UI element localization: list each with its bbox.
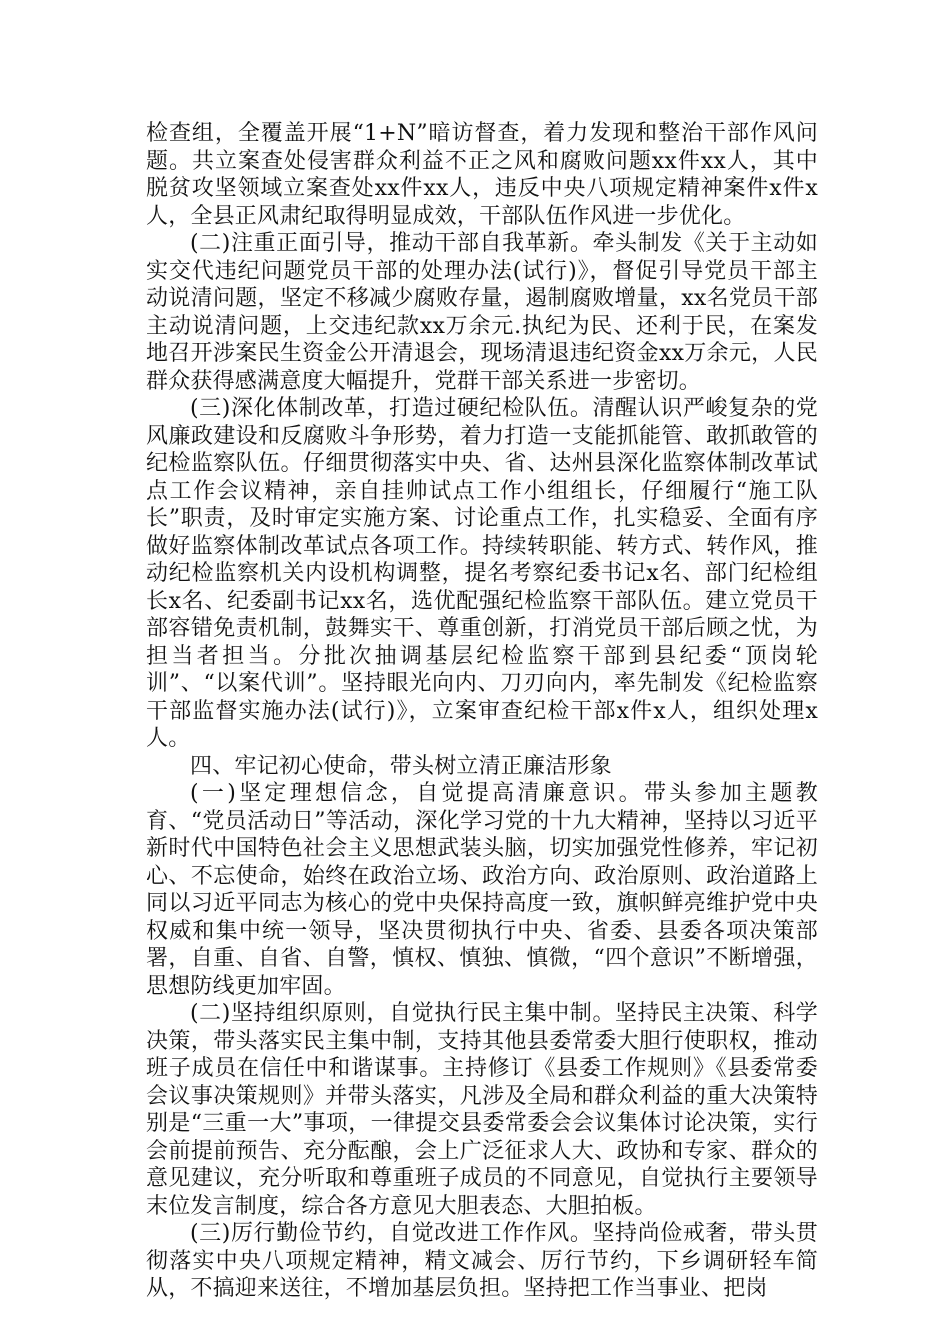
paragraph-positive-guidance: (二)注重正面引导，推动干部自我革新。牵头制发《关于主动如实交代违纪问题党员干部的处理办法(试行)》，督促引导党员干部主动说清问题，坚定不移减少腐败存量，遏制腐败增量，xx名党员干部主动说清问题，上交违纪款xx万余元.执纪为民、还利于民，在案发地召开涉案民生资金公开清退会，现场清退违纪资金xx万余元，人民群众获得感满意度大幅提升，党群干部关系进一步密切。 — [146, 231, 818, 394]
paragraph-continuation: 检查组，全覆盖开展“1+N”暗访督查，着力发现和整治干部作风问题。共立案查处侵害群众利益不正之风和腐败问题xx件xx人，其中脱贫攻坚领域立案查处xx件xx人，违反中央八项规定精神案件x件x人，全县正风肃纪取得明显成效，干部队伍作风进一步优化。 — [146, 121, 818, 229]
paragraph-system-reform: (三)深化体制改革，打造过硬纪检队伍。清醒认识严峻复杂的党风廉政建设和反腐败斗争形势，着力打造一支能抓能管、敢抓敢管的纪检监察队伍。仔细贯彻落实中央、省、达州县深化监察体制改革试点工作会议精神，亲自挂帅试点工作小组组长，仔细履行“施工队长”职责，及时审定实施方案、讨论重点工作，扎实稳妥、全面有序做好监察体制改革试点各项工作。持续转职能、转方式、转作风，推动纪检监察机关内设机构调整，提名考察纪委书记x名、部门纪检组长x名、纪委副书记xx名，选优配强纪检监察干部队伍。建立党员干部容错免责机制，鼓舞实干、尊重创新，打消党员干部后顾之忧，为担当者担当。分批次抽调基层纪检监察干部到县纪委“顶岗轮训”、“以案代训”。坚持眼光向内、刀刃向内，率先制发《纪检监察干部监督实施办法(试行)》，立案审查纪检干部x件x人，组织处理x人。 — [146, 396, 818, 751]
paragraph-frugality: (三)厉行勤俭节约，自觉改进工作作风。坚持尚俭戒奢，带头贯彻落实中央八项规定精神，精文减会、厉行节约，下乡调研轻车简从，不搞迎来送往，不增加基层负担。坚持把工作当事业、把岗 — [146, 1221, 818, 1301]
paragraph-ideals-beliefs: (一)坚定理想信念，自觉提高清廉意识。带头参加主题教育、“党员活动日”等活动，深化学习党的十九大精神，坚持以习近平新时代中国特色社会主义思想武装头脑，切实加强党性修养，牢记初心、不忘使命，始终在政治立场、政治方向、政治原则、政治道路上同以习近平同志为核心的党中央保持高度一致，旗帜鲜亮维护党中央权威和集中统一领导，坚决贯彻执行中央、省委、县委各项决策部署，自重、自省、自警，慎权、慎独、慎微，“四个意识”不断增强，思想防线更加牢固。 — [146, 781, 818, 999]
section-heading-four: 四、牢记初心使命，带头树立清正廉洁形象 — [190, 753, 612, 779]
paragraph-organizational-principles: (二)坚持组织原则，自觉执行民主集中制。坚持民主决策、科学决策，带头落实民主集中制，支持其他县委常委大胆行使职权，推动班子成员在信任中和谐谋事。主持修订《县委工作规则》《县委常委会议事决策规则》并带头落实，凡涉及全局和群众利益的重大决策特别是“三重一大”事项，一律提交县委常委会会议集体讨论决策，实行会前提前预告、充分酝酿，会上广泛征求人大、政协和专家、群众的意见建议，充分听取和尊重班子成员的不同意见，自觉执行主要领导末位发言制度，综合各方意见大胆表态、大胆拍板。 — [146, 1001, 818, 1219]
document-body — [146, 120, 818, 1303]
